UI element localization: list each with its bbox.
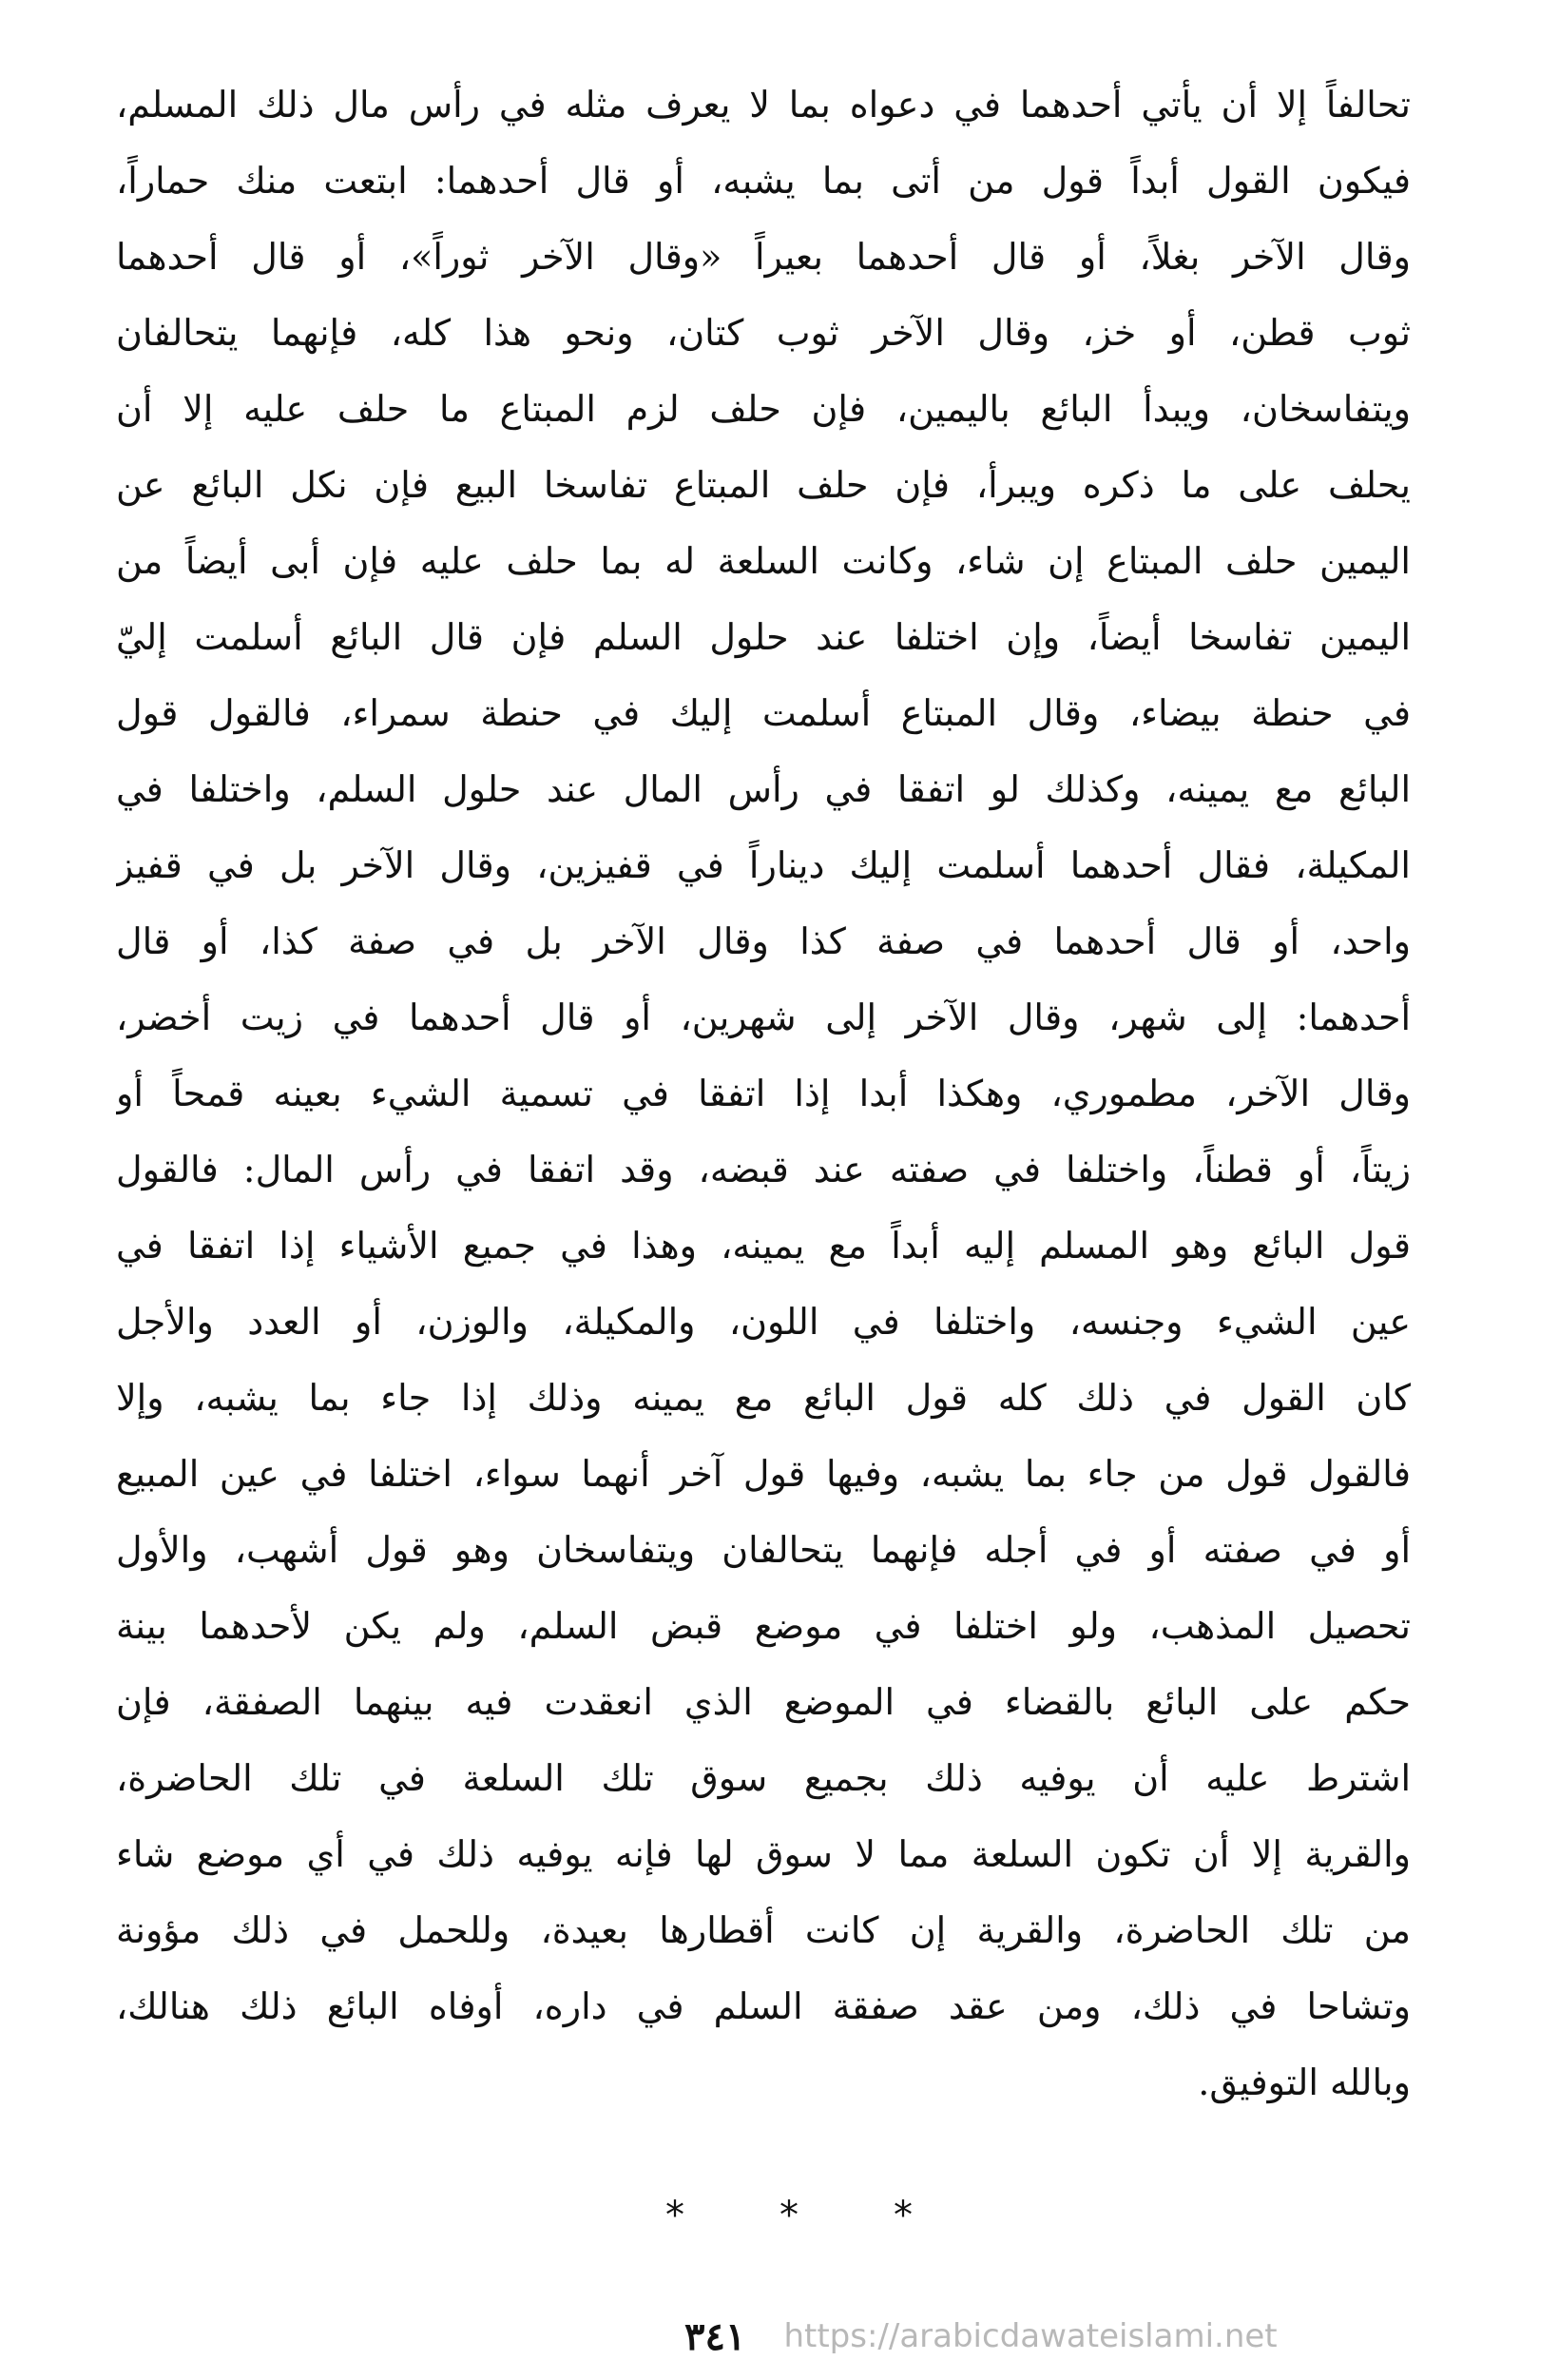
text-line-15: زيتاً، أو قطناً، واختلفا في صفته عند قبضه، وقد اتفقا في رأس المال: فالقول [116,1149,1411,1190]
text-line-16: قول البائع وهو المسلم إليه أبداً مع يمينه، وهذا في جميع الأشياء إذا اتفقا في [116,1225,1411,1267]
text-line-2: فيكون القول أبداً قول من أتى بما يشبه، أو قال أحدهما: ابتعت منك حماراً، [116,160,1411,202]
text-line-3: وقال الآخر بغلاً، أو قال أحدهما بعيراً «وقال الآخر ثوراً»، أو قال أحدهما [116,236,1411,278]
text-line-20: أو في صفته أو في أجله فإنهما يتحالفان ويتفاسخان وهو قول أشهب، والأول [116,1529,1411,1571]
text-line-21: تحصيل المذهب، ولو اختلفا في موضع قبض السلم، ولم يكن لأحدهما بينة [116,1605,1411,1647]
text-line-26: وتشاحا في ذلك، ومن عقد صفقة السلم في داره، أوفاه البائع ذلك هنالك، [116,1985,1411,2027]
watermark-url: https://arabicdawateislami.net [783,2317,1278,2355]
asterisk-icon: * [780,2194,799,2237]
text-line-22: حكم على البائع بالقضاء في الموضع الذي انعقدت فيه بينهما الصفقة، فإن [116,1681,1411,1723]
text-line-19: فالقول قول من جاء بما يشبه، وفيها قول آخر أنهما سواء، اختلفا في عين المبيع [116,1453,1411,1495]
text-line-14: وقال الآخر، مطموري، وهكذا أبدا إذا اتفقا في تسمية الشيء بعينه قمحاً أو [116,1073,1411,1114]
text-line-27: وبالله التوفيق. [1198,2061,1411,2103]
section-separator [665,2187,913,2244]
text-line-23: اشترط عليه أن يوفيه ذلك بجميع سوق تلك السلعة في تلك الحاضرة، [116,1757,1411,1799]
text-line-4: ثوب قطن، أو خز، وقال الآخر ثوب كتان، ونحو هذا كله، فإنهما يتحالفان [116,312,1411,354]
text-line-5: ويتفاسخان، ويبدأ البائع باليمين، فإن حلف لزم المبتاع ما حلف عليه إلا أن [116,388,1411,430]
text-line-12: واحد، أو قال أحدهما في صفة كذا وقال الآخر بل في صفة كذا، أو قال [116,920,1411,962]
text-line-1: تحالفاً إلا أن يأتي أحدهما في دعواه بما لا يعرف مثله في رأس مال ذلك المسلم، [116,84,1411,126]
page-number: ٣٤١ [684,2313,746,2359]
asterisk-icon: * [894,2194,913,2237]
page-footer [684,2312,1278,2360]
text-line-24: والقرية إلا أن تكون السلعة مما لا سوق لها فإنه يوفيه ذلك في أي موضع شاء [116,1833,1411,1875]
text-line-10: البائع مع يمينه، وكذلك لو اتفقا في رأس المال عند حلول السلم، واختلفا في [116,768,1411,810]
text-line-11: المكيلة، فقال أحدهما أسلمت إليك ديناراً في قفيزين، وقال الآخر بل في قفيز [116,844,1411,886]
text-line-17: عين الشيء وجنسه، واختلفا في اللون، والمكيلة، والوزن، أو العدد والأجل [116,1301,1411,1343]
text-line-6: يحلف على ما ذكره ويبرأ، فإن حلف المبتاع تفاسخا البيع فإن نكل البائع عن [116,464,1411,506]
text-line-8: اليمين تفاسخا أيضاً، وإن اختلفا عند حلول السلم فإن قال البائع أسلمت إليّ [116,616,1411,658]
text-line-25: من تلك الحاضرة، والقرية إن كانت أقطارها بعيدة، وللحمل في ذلك مؤونة [116,1909,1411,1951]
asterisk-icon: * [665,2194,684,2237]
page-body-text [116,67,1411,2120]
text-line-18: كان القول في ذلك كله قول البائع مع يمينه وذلك إذا جاء بما يشبه، وإلا [116,1377,1411,1419]
text-line-7: اليمين حلف المبتاع إن شاء، وكانت السلعة له بما حلف عليه فإن أبى أيضاً من [116,540,1411,582]
text-line-13: أحدهما: إلى شهر، وقال الآخر إلى شهرين، أو قال أحدهما في زيت أخضر، [116,997,1411,1038]
text-line-9: في حنطة بيضاء، وقال المبتاع أسلمت إليك في حنطة سمراء، فالقول قول [116,692,1411,734]
